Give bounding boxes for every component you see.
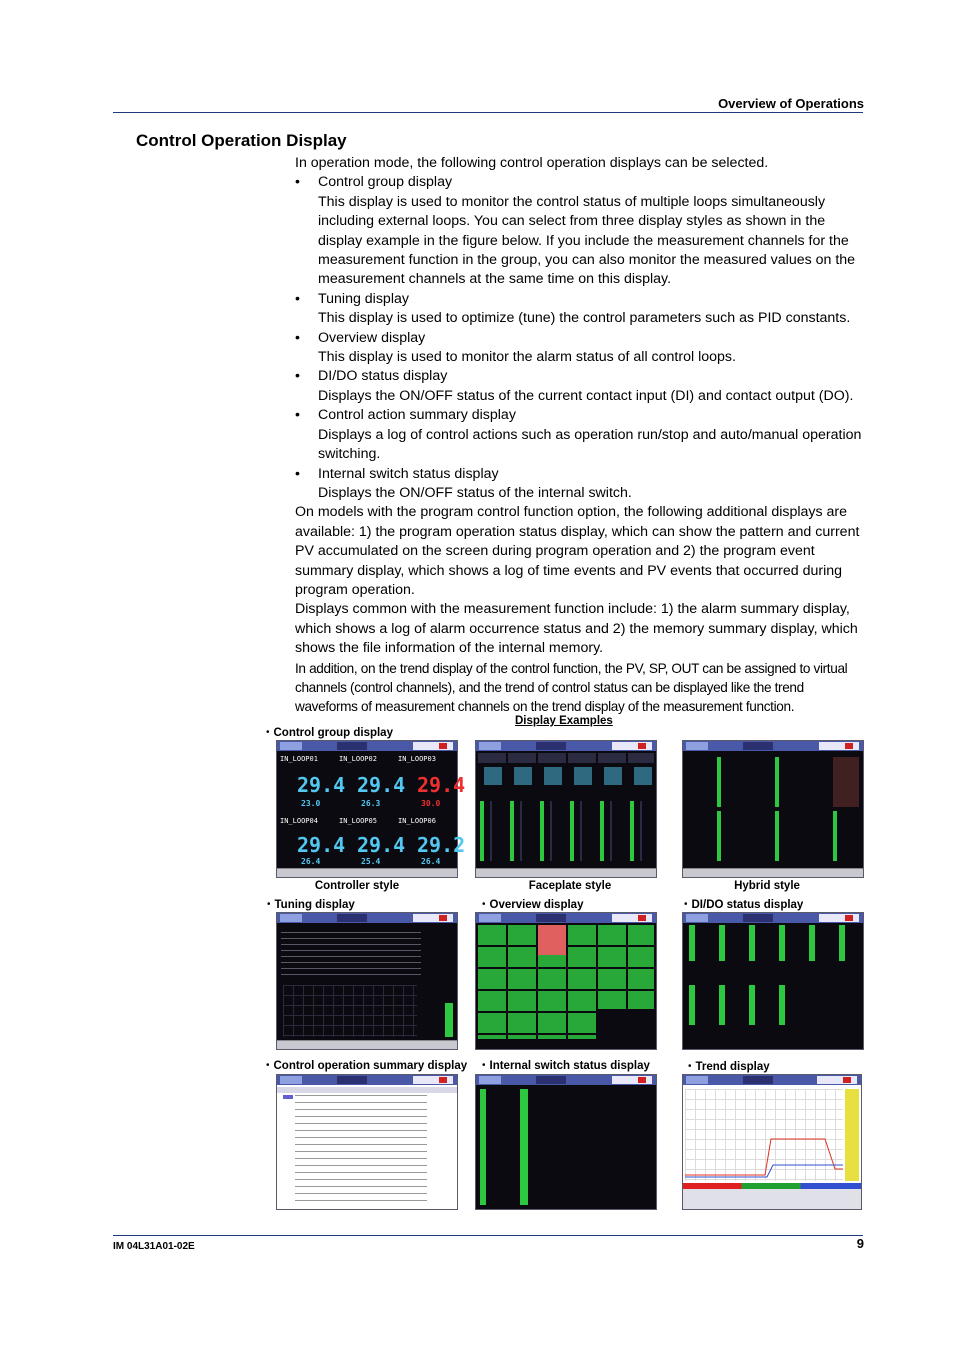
- label-bullet: ・: [680, 899, 692, 911]
- pv-value: 29.4: [297, 833, 346, 857]
- bullet-item: [295, 173, 867, 289]
- trend-display-screenshot: [682, 1074, 862, 1210]
- internal-switch-display-screenshot: [475, 1074, 657, 1210]
- bullet-item: [295, 367, 867, 406]
- bullet-name: Control action summary display: [318, 407, 516, 424]
- bullet-item: [295, 465, 867, 504]
- intro-paragraph: In operation mode, the following control operation displays can be selected.: [295, 155, 769, 171]
- bullet-name: Overview display: [318, 329, 426, 346]
- label-bullet: ・: [684, 1061, 696, 1073]
- faceplate-style-screenshot: [475, 740, 657, 878]
- sp-value: 26.4: [421, 857, 441, 866]
- bullet-name: Tuning display: [318, 290, 409, 307]
- label-text: DI/DO status display: [691, 899, 804, 911]
- overview-display-screenshot: [475, 912, 657, 1050]
- bullet-dot: •: [295, 174, 300, 191]
- header-section-title: Overview of Operations: [718, 96, 864, 111]
- sp-value: 23.0: [301, 799, 321, 808]
- screen-title-bar: [277, 1075, 457, 1085]
- screen-title-bar: [277, 741, 457, 751]
- bullet-dot: •: [295, 329, 300, 346]
- common-paragraph: Displays common with the measurement function include: 1) the alarm summary display, which shows a log of alarm occurrence status and 2) the memory summary display, which shows the file information of the internal memory.: [295, 601, 858, 657]
- bullet-item: [295, 290, 867, 329]
- label-text: Overview display: [489, 899, 584, 911]
- hybrid-style-screenshot: [682, 740, 864, 878]
- label-tuning: [263, 896, 355, 912]
- bullet-desc: Displays the ON/OFF status of the current contact input (DI) and contact output (DO).: [318, 387, 854, 404]
- loop-tag: IN_LOOP01: [280, 755, 318, 763]
- label-trend: [684, 1058, 770, 1074]
- figure-title: Display Examples: [515, 715, 613, 727]
- section-title: Control Operation Display: [136, 131, 347, 150]
- header-rule: [113, 112, 863, 113]
- screen-title-bar: [476, 1075, 656, 1085]
- loop-tag: IN_LOOP04: [280, 817, 318, 825]
- loop-tag: IN_LOOP05: [339, 817, 377, 825]
- bullet-desc: This display is used to monitor the alarm status of all control loops.: [318, 349, 736, 366]
- label-internal-switch: [478, 1057, 650, 1073]
- caption-faceplate-style: Faceplate style: [528, 880, 612, 892]
- bullet-desc: Displays a log of control actions such as operation run/stop and auto/manual operation switching.: [318, 426, 862, 463]
- trend-waveform: [685, 1089, 843, 1181]
- screen-title-bar: [683, 1075, 861, 1085]
- screen-footer: [683, 868, 863, 877]
- document-id: IM 04L31A01-02E: [113, 1241, 195, 1252]
- pv-value: 29.4: [417, 773, 466, 797]
- sp-value: 30.0: [421, 799, 441, 808]
- loop-tag: IN_LOOP02: [339, 755, 377, 763]
- body-text: [295, 154, 867, 716]
- screen-footer: [476, 868, 656, 877]
- sp-value: 25.4: [361, 857, 381, 866]
- bullet-dot: •: [295, 290, 300, 307]
- pv-value: 29.4: [357, 773, 406, 797]
- bullet-desc: This display is used to monitor the control status of multiple loops simultaneously including external loops. You can select from three display styles as shown in the display example in the figure below. If you include the measurement channels for the measurement function in the group, you can also monitor the measured values on the measurement channels at the same time on this display.: [318, 193, 856, 288]
- bullet-name: DI/DO status display: [318, 368, 448, 385]
- loop-tag: IN_LOOP03: [398, 755, 436, 763]
- bullet-desc: Displays the ON/OFF status of the internal switch.: [318, 484, 632, 501]
- caption-controller-style: Controller style: [314, 880, 400, 892]
- label-bullet: ・: [262, 1060, 274, 1072]
- controller-style-screenshot: [276, 740, 466, 878]
- bullet-name: Internal switch status display: [318, 465, 499, 482]
- label-bullet: ・: [478, 1060, 490, 1072]
- bullet-item: [295, 329, 867, 368]
- bullet-desc: This display is used to optimize (tune) the control parameters such as PID constants.: [318, 310, 851, 327]
- sp-value: 26.4: [301, 857, 321, 866]
- label-text: Control group display: [273, 727, 393, 739]
- pv-value: 29.2: [417, 833, 466, 857]
- screen-footer: [277, 1040, 457, 1049]
- label-bullet: ・: [478, 899, 490, 911]
- bullet-name: Control group display: [318, 174, 453, 191]
- screen-title-bar: [683, 913, 863, 923]
- dido-display-screenshot: [682, 912, 864, 1050]
- summary-display-screenshot: [276, 1074, 458, 1210]
- caption-hybrid-style: Hybrid style: [734, 880, 800, 892]
- label-summary: [262, 1057, 467, 1073]
- bullet-dot: •: [295, 465, 300, 482]
- tuning-trend-area: [283, 985, 417, 1037]
- label-control-group: [262, 724, 393, 740]
- bullet-dot: •: [295, 368, 300, 385]
- program-paragraph: On models with the program control function option, the following additional displays are available: 1) the program operation status display, which can show the pattern and current PV accumulated on the screen during program operation and 2) the program event summary display, which shows a log of time events and PV events that occurred during program operation.: [295, 504, 860, 598]
- trend-paragraph: In addition, on the trend display of the control function, the PV, SP, OUT can be assigned to virtual channels (control channels), and the trend of control status can be displayed like the trend waveforms of measurement channels on the trend display of the measurement function.: [295, 660, 848, 714]
- tuning-display-screenshot: [276, 912, 458, 1050]
- screen-title-bar: [476, 741, 656, 751]
- label-text: Internal switch status display: [489, 1060, 650, 1072]
- sp-value: 26.3: [361, 799, 381, 808]
- label-bullet: ・: [263, 899, 275, 911]
- bullet-item: [295, 406, 867, 464]
- page-number: 9: [856, 1236, 864, 1251]
- screen-title-bar: [277, 913, 457, 923]
- pv-value: 29.4: [297, 773, 346, 797]
- label-text: Tuning display: [274, 899, 355, 911]
- footer-rule: [113, 1235, 863, 1236]
- loop-tag: IN_LOOP06: [398, 817, 436, 825]
- screen-footer: [277, 868, 457, 877]
- screen-title-bar: [683, 741, 863, 751]
- label-dido: [680, 896, 803, 912]
- bullet-dot: •: [295, 407, 300, 424]
- label-text: Trend display: [695, 1061, 770, 1073]
- label-overview: [478, 896, 583, 912]
- label-bullet: ・: [262, 727, 274, 739]
- pv-value: 29.4: [357, 833, 406, 857]
- label-text: Control operation summary display: [273, 1060, 468, 1072]
- screen-title-bar: [476, 913, 656, 923]
